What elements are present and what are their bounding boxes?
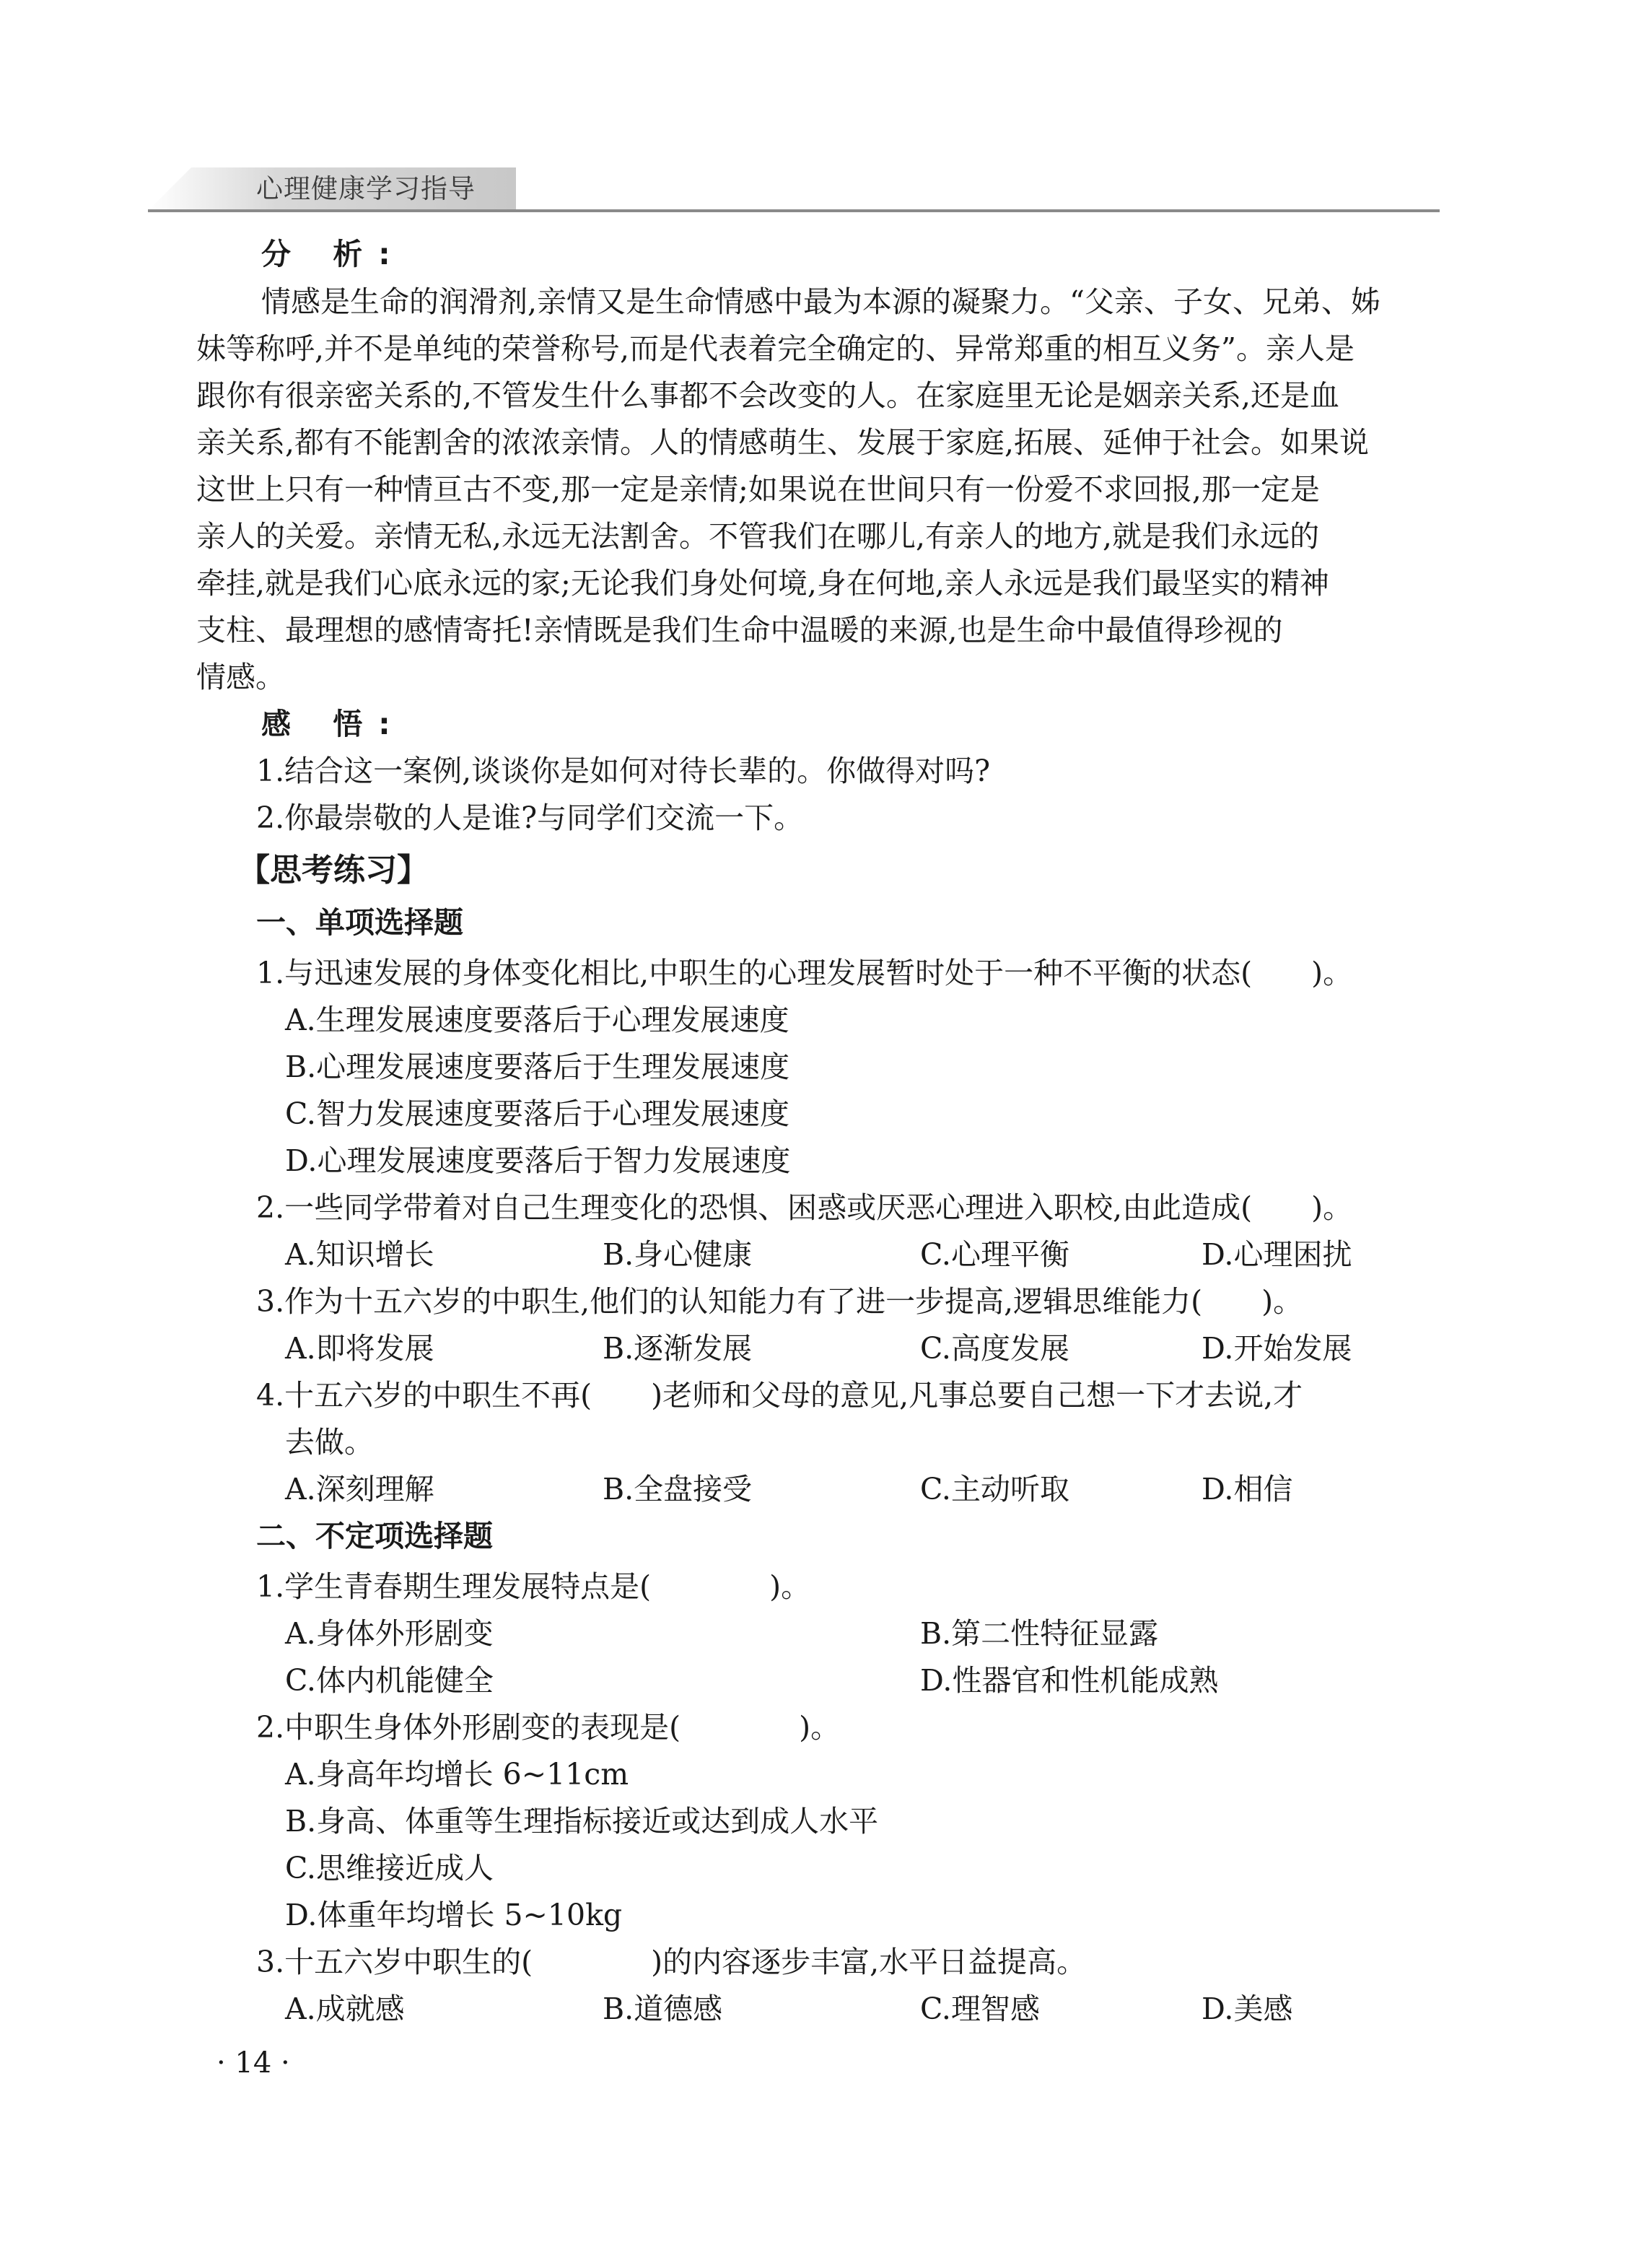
header-rule <box>148 209 1440 212</box>
answer-option: C.高度发展 <box>920 1331 1069 1366</box>
answer-option: B.身心健康 <box>603 1237 753 1272</box>
answer-option: D.美感 <box>1202 1992 1293 2026</box>
answer-option: A.知识增长 <box>285 1237 434 1272</box>
reflection-item: 2.你最崇敬的人是谁?与同学们交流一下。 <box>256 801 804 835</box>
answer-option: C.智力发展速度要落后于心理发展速度 <box>285 1096 789 1131</box>
question-stem: 2.一些同学带着对自己生理变化的恐惧、困惑或厌恶心理进入职校,由此造成( )。 <box>256 1190 1353 1225</box>
exercise-section-title: 【思考练习】 <box>238 852 429 889</box>
part2-heading: 二、不定项选择题 <box>256 1519 493 1553</box>
reflection-item: 1.结合这一案例,谈谈你是如何对待长辈的。你做得对吗? <box>256 754 991 788</box>
question-stem: 4.十五六岁的中职生不再( )老师和父母的意见,凡事总要自己想一下才去说,才 <box>256 1378 1303 1413</box>
answer-option: B.道德感 <box>603 1992 723 2026</box>
answer-option: B.全盘接受 <box>603 1472 753 1506</box>
running-header-title: 心理健康学习指导 <box>256 173 476 204</box>
answer-option: D.体重年均增长 5~10kg <box>285 1898 623 1932</box>
answer-option: B.身高、体重等生理指标接近或达到成人水平 <box>285 1804 879 1839</box>
analysis-line: 支柱、最理想的感情寄托!亲情既是我们生命中温暖的来源,也是生命中最值得珍视的 <box>196 613 1283 647</box>
analysis-line: 亲人的关爱。亲情无私,永远无法割舍。不管我们在哪儿,有亲人的地方,就是我们永远的 <box>196 519 1320 554</box>
question-stem: 3.十五六岁中职生的( )的内容逐步丰富,水平日益提高。 <box>256 1945 1087 1979</box>
answer-option: C.理智感 <box>920 1992 1040 2026</box>
page-number: · 14 · <box>216 2046 290 2080</box>
question-stem-continued: 去做。 <box>285 1425 374 1460</box>
question-stem: 2.中职生身体外形剧变的表现是( )。 <box>256 1710 841 1745</box>
analysis-line: 情感。 <box>196 660 285 694</box>
analysis-line: 这世上只有一种情亘古不变,那一定是亲情;如果说在世间只有一份爱不求回报,那一定是 <box>196 472 1320 507</box>
answer-option: C.主动听取 <box>920 1472 1069 1506</box>
question-stem: 1.与迅速发展的身体变化相比,中职生的心理发展暂时处于一种不平衡的状态( )。 <box>256 956 1353 990</box>
answer-option: A.身体外形剧变 <box>285 1616 494 1651</box>
reflection-heading: 感 悟: <box>261 707 406 741</box>
answer-option: D.性器官和性机能成熟 <box>920 1663 1219 1698</box>
answer-option: B.逐渐发展 <box>603 1331 753 1366</box>
answer-option: C.心理平衡 <box>920 1237 1069 1272</box>
answer-option: D.心理发展速度要落后于智力发展速度 <box>285 1143 791 1178</box>
analysis-line: 亲关系,都有不能割舍的浓浓亲情。人的情感萌生、发展于家庭,拓展、延伸于社会。如果说 <box>196 425 1370 460</box>
part1-heading: 一、单项选择题 <box>256 905 463 940</box>
answer-option: A.深刻理解 <box>285 1472 434 1506</box>
analysis-line: 情感是生命的润滑剂,亲情又是生命情感中最为本源的凝聚力。“父亲、子女、兄弟、姊 <box>261 284 1380 319</box>
analysis-heading: 分 析: <box>261 237 406 271</box>
answer-option: A.身高年均增长 6~11cm <box>285 1757 629 1792</box>
analysis-line: 跟你有很亲密关系的,不管发生什么事都不会改变的人。在家庭里无论是姻亲关系,还是血 <box>196 378 1340 413</box>
analysis-line: 妹等称呼,并不是单纯的荣誉称号,而是代表着完全确定的、异常郑重的相互义务”。亲人是 <box>196 331 1355 366</box>
answer-option: A.即将发展 <box>285 1331 434 1366</box>
answer-option: D.开始发展 <box>1202 1331 1352 1366</box>
analysis-line: 牵挂,就是我们心底永远的家;无论我们身处何境,身在何地,亲人永远是我们最坚实的精神 <box>196 566 1329 601</box>
answer-option: C.体内机能健全 <box>285 1663 494 1698</box>
answer-option: A.生理发展速度要落后于心理发展速度 <box>285 1003 789 1037</box>
answer-option: B.第二性特征显露 <box>920 1616 1159 1651</box>
question-stem: 1.学生青春期生理发展特点是( )。 <box>256 1569 811 1604</box>
answer-option: B.心理发展速度要落后于生理发展速度 <box>285 1050 790 1084</box>
answer-option: D.相信 <box>1202 1472 1293 1506</box>
answer-option: A.成就感 <box>285 1992 405 2026</box>
answer-option: C.思维接近成人 <box>285 1851 494 1885</box>
answer-option: D.心理困扰 <box>1202 1237 1352 1272</box>
question-stem: 3.作为十五六岁的中职生,他们的认知能力有了进一步提高,逻辑思维能力( )。 <box>256 1284 1303 1319</box>
